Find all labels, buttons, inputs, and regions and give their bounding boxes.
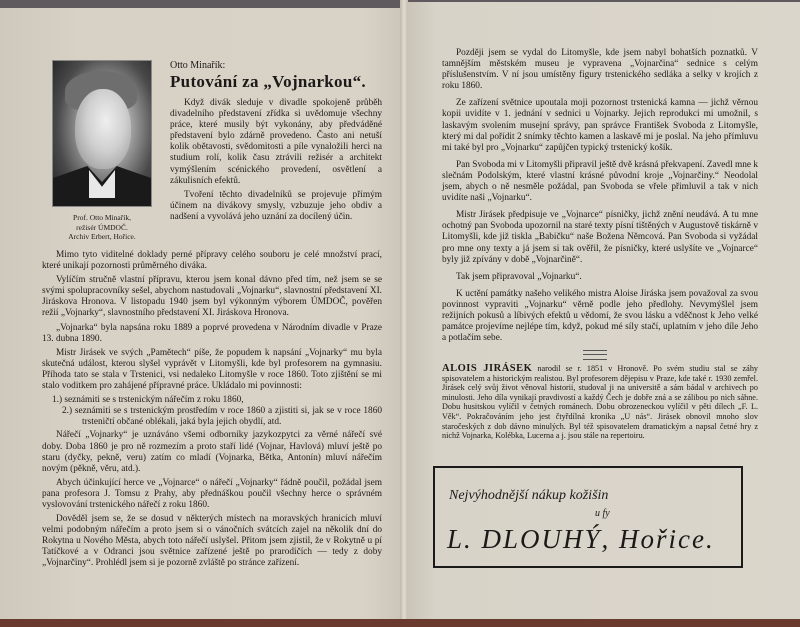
article-title: Putování za „Vojnarkou“. (170, 72, 366, 91)
caption-line: Prof. Otto Minařík, (73, 213, 131, 222)
paragraph: Mimo tyto viditelné doklady perné přípravy celého souboru je celé množství prací, které unikají pozornosti průměrného diváka. (42, 250, 382, 272)
right-column (442, 48, 758, 347)
paragraph: Nářečí „Vojnarky“ je uznáváno všemi odborníky jazykozpytci za věrné nářečí své doby. Doba 1860 je pro ně rozmezím a proto staří lidé (Vojnar, Havlová) mluví ještě po staru (dyčky, pekně, veru) zatím co mladí (Vojnarka, Bětka, Antonín) mluví nářečím novým (pěkně, věru, atd.). (42, 430, 382, 474)
advertisement-box (433, 466, 743, 568)
caption-line: Archiv Erbert, Hořice. (68, 232, 136, 241)
ad-company-name: L. DLOUHÝ, Hořice. (447, 524, 715, 554)
portrait-face (75, 89, 131, 169)
paragraph: Tak jsem připravoval „Vojnarku“. (456, 271, 582, 282)
ad-subline: u fy (595, 508, 610, 519)
book-spine (400, 0, 408, 627)
bio-name: ALOIS JIRÁSEK (442, 363, 533, 374)
biography-note (442, 364, 758, 441)
paragraph: Tvoření těchto divadelníků se projevuje přímým účinem na divákovy smysly, vzbuzuje jeho obdiv a nadšení a vyvolává jeho uznání za docílený účin. (170, 189, 382, 222)
wide-column (42, 250, 382, 573)
paragraph: Dověděl jsem se, že se dosud v některých místech na moravských hranicích mluví velmi podobným nářečím a proto jsem si o vánočních svátcích zajel na několik dní do Rokytna u Nového Města, abych toto nářečí uslyšel. Přitom jsem zjistil, že v Rokytně u pí Tatíčkové a v Odranci jsou světnice zařízené ještě po prarodičích — tedy z doby „Vojnarčiny“. Prohlédl jsem si je pozorně zvláště po stránce zařízení. (42, 514, 382, 569)
paragraph: Když divák sleduje v divadle spokojeně průběh divadelního představení zřídka si uvědomuje všechny práce, které musily být vykonány, aby předváděné představení bylo zdárně provedeno. Často ani netuší kolik obětavosti, svědomitosti a píle vynaložili herci na studium rolí, kolik času ztrávili režisér a architekt vymýšlením scénického provedení, osvětlení a zákulisních efektů. (170, 98, 382, 186)
caption-line: režisér ÚMDOČ. (76, 222, 128, 232)
paragraph: Mistr Jirásek ve svých „Pamětech“ píše, že popudem k napsání „Vojnarky“ mu byla skutečná událost, kterou slyšel vyprávět v Litomyšli, kde byl profesorem na gymnasiu. Příhoda tato se stala v Trstenici, vsi nedaleko Litomyšle v roce 1860. Toto zjištění se mi stalo voditkem pro zahájené přípravné práce. Ukládalo mi povinnosti: (42, 347, 382, 392)
paragraph: „Vojnarka“ byla napsána roku 1889 a poprvé provedena v Národním divadle v Praze 13. dubna 1890. (42, 322, 382, 344)
paragraph: K uctění památky našeho velikého mistra Aloise Jiráska jsem považoval za svou povinnost vypraviti „Vojnarku“ věrně podle jeho předlohy. Nevymýšlel jsem režijních pokusů a líbivých efektů u vědomí, že svou lásku a vděčnost k Jeho velké památce projevíme nejlépe tím, když, pokud mé síly stačí, uplatním v jeho díle Jeho a potlačím sebe. (442, 288, 758, 344)
author-portrait-photo (52, 60, 152, 207)
table-surface (0, 619, 800, 627)
paragraph: Ze zařízení světnice upoutala moji pozornost trstenická kamna — jichž věrnou kopii uvidíte v 1. jednání v sednici u Vojnarky. Jejich reprodukci mi umožnil, s laskavým svolením musejní správy, pan správce František Svoboda z Litomyšle, který mi dal pořídit 2 snímky těchto kamen a laskavě mi je poslal. Na jeho přímluvu mi také byl pro „Vojnarku“ zapůjčen typický trstenický košík. (442, 98, 758, 153)
paragraph: Mistr Jirásek předpisuje ve „Vojnarce“ písničky, jichž znění neudává. A tu mne ochotný pan Svoboda upozornil na staré texty písní tištěných v Augustově tiskárně v Litomyšli, kde již tiskla „Babičku“ naše Božena Němcová. Pan Svoboda si vyžádal pro mne ony texty a já jsem si tak ověřil, že písničky, které uslyšíte ve „Vojnarce“ byly již zpívány v době „Vojnarčině“. (442, 210, 758, 265)
article-author: Otto Minařík: (170, 60, 226, 71)
section-divider (583, 350, 607, 360)
list-item: 1.) seznámiti se s trstenickým nářečím z roku 1860, (52, 395, 244, 406)
bio-text: narodil se r. 1851 v Hronově. Po svém studiu stal se záhy spisovatelem a historickým realistou. Byl profesorem dějepisu v Praze, kde také r. 1930 zemřel. Jirásek celý svůj život věnoval historii, studoval ji na universitě a sám bádal v archivech po minulosti. Jeho díla vynikají pravdivostí a každý Čech je dobře zná a se zálibou po nich sáhne. Dobu husitskou vylíčil v četných románech. Dobu obrozeneckou vylíčil v pěti dílech „F. L. Věk“. Pokračováním jeho jest čtyřdílná kronika „U nás“. Jirásek obnovil mnoho slov staročeských z dob dávno minulých. Byl též spisovatelem dramatickým a napsal četné hry z nichž Vojnarka, Kolébka, Lucerna a j. jsou stále na repertoiru. (442, 364, 759, 441)
paragraph: Vylíčím stručně vlastní přípravu, kterou jsem konal dávno před tím, než jsem se se svými spolupracovníky sešel, abychom nastudovali „Vojnarku“, slavnostní představení XI. Jiráskova Hronova. V listopadu 1940 jsem byl výkonným výborem ÚMDOČ, pověřen režií „Vojnarky“, slavnostního představení XI. Jiráskova Hronova. (42, 275, 382, 319)
narrow-column (170, 98, 382, 226)
photo-caption (42, 213, 162, 242)
paragraph: Pan Svoboda mi v Litomyšli připravil ještě dvě krásná překvapení. Zavedl mne k slečnám Podolským, které vlastní krásné původní kroje „Vojnarčiny.“ Neodolal jsem, abych o ně nesměle požádal, pan Svoboda se vřele přimluvil a tak v nich uvidíte naši „Vojnarku“. (442, 159, 758, 204)
portrait-suit (53, 166, 151, 206)
paragraph: Později jsem se vydal do Litomyšle, kde jsem nabyl bohatších poznatků. V tamnějším městském museu je vypravena „Vojnarčina“ sednice s celým příslušenstvím. V ní jsou umístěny figury trstenického sedláka a selky v krojích z roku 1860. (442, 48, 758, 92)
paragraph: Abych účinkující herce ve „Vojnarce“ o nářečí „Vojnarky“ řádně poučil, požádal jsem pana profesora J. Tomsu z Prahy, aby přednáškou poučil všechny herce o správném vyslovování trstenického nářečí z roku 1860. (42, 477, 382, 510)
list-item: 2.) seznámiti se s trstenickým prostředím v roce 1860 a zjistiti si, jak se v roce 1860 trsteničtí občané oblékali, jaká byla jejich obydlí, atd. (62, 406, 382, 428)
ad-headline: Nejvýhodnější nákup kožišin (449, 488, 609, 503)
